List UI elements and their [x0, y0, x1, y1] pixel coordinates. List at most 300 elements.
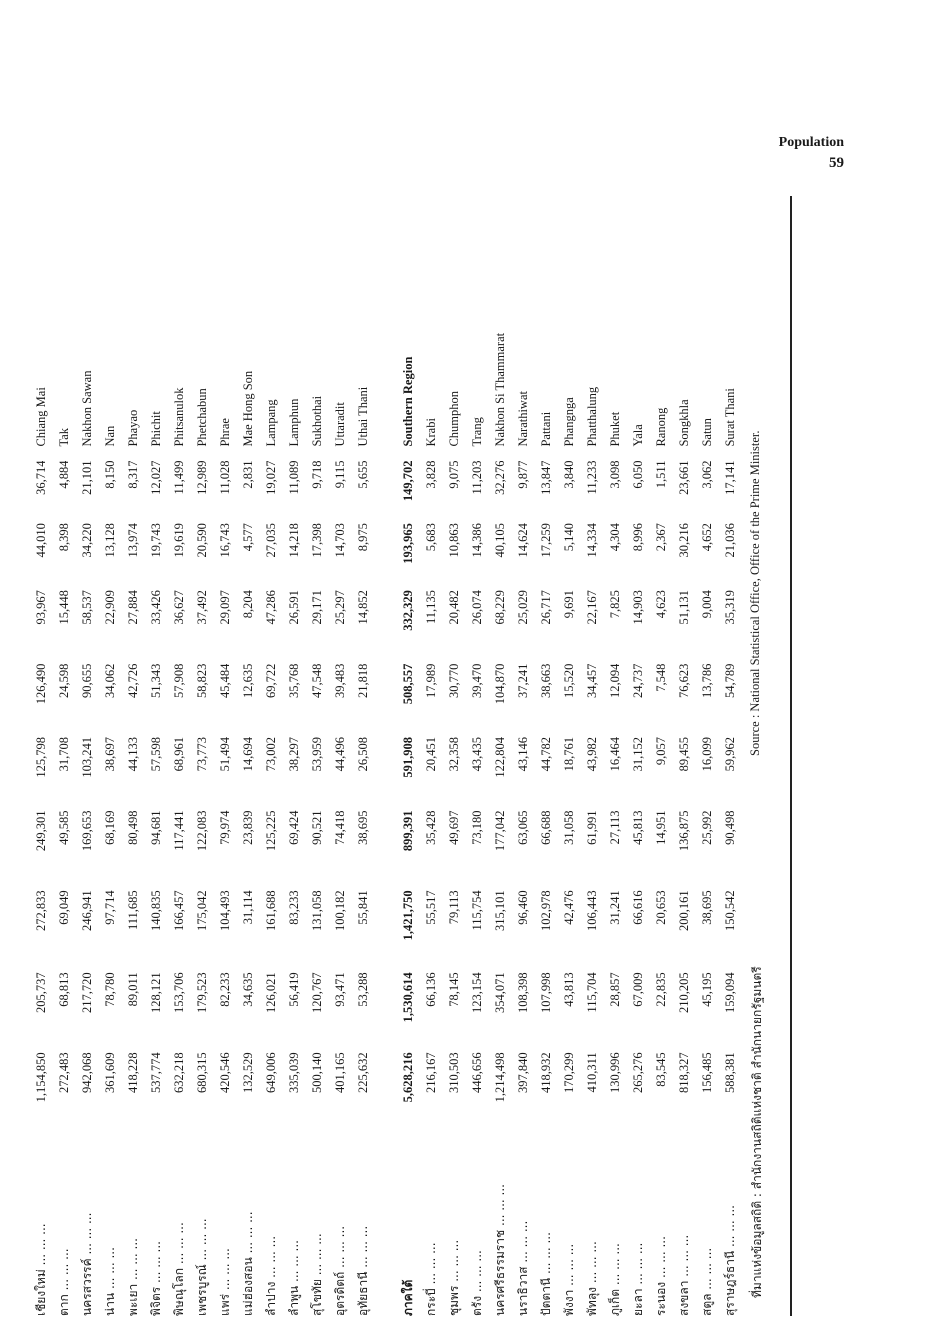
value-cell: 42,476	[562, 890, 576, 925]
province-english-name: Nakhon Si Thammarat	[493, 332, 507, 447]
value-cell: 13,786	[700, 663, 714, 698]
value-cell: 76,623	[677, 663, 691, 698]
value-cell: 34,062	[103, 663, 117, 698]
value-cell: 1,511	[654, 460, 668, 489]
value-cell: 1,214,498	[493, 1052, 507, 1103]
province-thai-name: ภาคใต้	[401, 1279, 415, 1316]
value-cell: 44,496	[333, 737, 347, 772]
value-cell: 508,557	[401, 663, 415, 705]
value-cell: 537,774	[149, 1052, 163, 1093]
province-english-name: Phuket	[608, 411, 622, 447]
value-cell: 27,884	[126, 590, 140, 625]
value-cell: 93,967	[34, 590, 48, 625]
province-row	[466, 238, 489, 1318]
value-cell: 26,074	[470, 590, 484, 625]
value-cell: 210,205	[677, 972, 691, 1014]
value-cell: 39,470	[470, 663, 484, 698]
province-thai-name: พัทลุง ... ... ...	[585, 1241, 599, 1316]
province-row	[650, 238, 673, 1318]
province-thai-name: ลำปาง ... ... ...	[264, 1235, 278, 1316]
value-cell: 29,097	[218, 590, 232, 625]
value-cell: 28,857	[608, 972, 622, 1007]
value-cell: 45,813	[631, 810, 645, 845]
value-cell: 30,770	[447, 663, 461, 698]
value-cell: 14,703	[333, 523, 347, 558]
province-thai-name: ยะลา ... ... ...	[631, 1242, 645, 1316]
value-cell: 11,499	[172, 460, 186, 495]
value-cell: 13,974	[126, 523, 140, 558]
section-title: Population	[778, 135, 844, 150]
value-cell: 179,523	[195, 972, 209, 1014]
value-cell: 37,241	[516, 663, 530, 698]
value-cell: 17,141	[723, 460, 737, 495]
value-cell: 130,996	[608, 1052, 622, 1093]
value-cell: 14,218	[287, 523, 301, 558]
province-row	[489, 238, 512, 1318]
value-cell: 14,624	[516, 523, 530, 558]
value-cell: 8,398	[57, 523, 71, 552]
value-cell: 31,152	[631, 737, 645, 772]
province-english-name: Nakhon Sawan	[80, 370, 94, 447]
province-english-name: Phetchabun	[195, 388, 209, 447]
value-cell: 15,520	[562, 663, 576, 698]
value-cell: 34,635	[241, 972, 255, 1007]
value-cell: 4,652	[700, 523, 714, 552]
value-cell: 19,027	[264, 460, 278, 495]
value-cell: 24,737	[631, 663, 645, 698]
province-thai-name: สงขลา ... ... ...	[677, 1234, 691, 1316]
source-thai: ที่มาแห่งข้อมูลสถิติ : สำนักงานสถิติแห่งชาติ สำนักนายกรัฐมนตรี	[750, 966, 764, 1298]
value-cell: 193,965	[401, 523, 415, 564]
province-row	[99, 238, 122, 1318]
value-cell: 153,706	[172, 972, 186, 1014]
value-cell: 225,632	[356, 1052, 370, 1093]
value-cell: 8,996	[631, 523, 645, 552]
value-cell: 34,220	[80, 523, 94, 558]
value-cell: 418,228	[126, 1052, 140, 1093]
province-row	[512, 238, 535, 1318]
province-thai-name: พังงา ... ... ...	[562, 1243, 576, 1316]
value-cell: 8,975	[356, 523, 370, 552]
value-cell: 397,840	[516, 1052, 530, 1093]
value-cell: 128,121	[149, 972, 163, 1014]
value-cell: 5,683	[424, 523, 438, 552]
value-cell: 38,697	[103, 737, 117, 772]
value-cell: 26,508	[356, 737, 370, 772]
value-cell: 166,457	[172, 890, 186, 931]
value-cell: 44,782	[539, 737, 553, 772]
region-row	[397, 238, 420, 1318]
value-cell: 68,813	[57, 972, 71, 1007]
value-cell: 170,299	[562, 1052, 576, 1093]
value-cell: 149,702	[401, 460, 415, 502]
province-thai-name: พิจิตร ... ... ...	[149, 1241, 163, 1316]
value-cell: 35,768	[287, 663, 301, 698]
value-cell: 53,288	[356, 972, 370, 1007]
value-cell: 43,813	[562, 972, 576, 1007]
province-thai-name: สุราษฎร์ธานี ... ... ...	[723, 1205, 737, 1316]
province-english-name: Surat Thani	[723, 388, 737, 447]
value-cell: 57,908	[172, 663, 186, 698]
value-cell: 51,494	[218, 737, 232, 772]
province-thai-name: ตาก ... ... ...	[57, 1248, 71, 1316]
province-row	[696, 238, 719, 1318]
province-english-name: Lampang	[264, 399, 278, 447]
value-cell: 27,035	[264, 523, 278, 558]
province-english-name: Narathiwat	[516, 391, 530, 447]
value-cell: 55,517	[424, 890, 438, 925]
value-cell: 161,688	[264, 890, 278, 931]
province-english-name: Songkhla	[677, 399, 691, 447]
value-cell: 56,419	[287, 972, 301, 1007]
page-header	[779, 133, 844, 173]
value-cell: 446,656	[470, 1052, 484, 1093]
province-thai-name: ตรัง ... ... ...	[470, 1250, 484, 1316]
value-cell: 200,161	[677, 890, 691, 931]
province-row	[443, 238, 466, 1318]
value-cell: 44,133	[126, 737, 140, 772]
value-cell: 73,002	[264, 737, 278, 772]
value-cell: 80,498	[126, 810, 140, 845]
value-cell: 14,852	[356, 590, 370, 625]
rotated-table-area	[30, 238, 770, 1318]
province-english-name: Phichit	[149, 411, 163, 447]
value-cell: 100,182	[333, 890, 347, 931]
value-cell: 216,167	[424, 1052, 438, 1093]
value-cell: 4,884	[57, 460, 71, 489]
value-cell: 332,329	[401, 590, 415, 631]
value-cell: 125,798	[34, 737, 48, 778]
province-thai-name: สุโขทัย ... ... ...	[310, 1233, 324, 1316]
value-cell: 25,297	[333, 590, 347, 625]
value-cell: 3,840	[562, 460, 576, 489]
province-thai-name: ลำพูน ... ... ...	[287, 1240, 301, 1316]
value-cell: 177,042	[493, 810, 507, 852]
value-cell: 4,577	[241, 523, 255, 552]
value-cell: 21,101	[80, 460, 94, 495]
province-thai-name: แพร่ ... ... ...	[218, 1248, 232, 1316]
value-cell: 82,233	[218, 972, 232, 1007]
value-cell: 12,094	[608, 663, 622, 698]
value-cell: 23,661	[677, 460, 691, 495]
value-cell: 6,050	[631, 460, 645, 489]
value-cell: 2,831	[241, 460, 255, 489]
value-cell: 942,068	[80, 1052, 94, 1093]
value-cell: 37,492	[195, 590, 209, 625]
province-thai-name: ภูเก็ต ... ... ...	[608, 1243, 622, 1316]
value-cell: 108,398	[516, 972, 530, 1014]
province-row	[76, 238, 99, 1318]
province-english-name: Phrae	[218, 418, 232, 447]
province-thai-name: ชุมพร ... ... ...	[447, 1239, 461, 1316]
province-row	[420, 238, 443, 1318]
value-cell: 140,835	[149, 890, 163, 931]
province-english-name: Nan	[103, 425, 117, 447]
value-cell: 63,065	[516, 810, 530, 845]
page-number: 59	[829, 155, 844, 171]
value-cell: 136,875	[677, 810, 691, 852]
province-row	[168, 238, 191, 1318]
value-cell: 14,951	[654, 810, 668, 845]
province-row	[604, 238, 627, 1318]
province-row	[719, 238, 742, 1318]
value-cell: 73,773	[195, 737, 209, 772]
value-cell: 107,998	[539, 972, 553, 1014]
value-cell: 102,978	[539, 890, 553, 931]
province-thai-name: พิษณุโลก ... ... ...	[172, 1222, 186, 1316]
province-thai-name: ปัตตานี ... ... ...	[539, 1232, 553, 1316]
value-cell: 14,903	[631, 590, 645, 625]
value-cell: 8,317	[126, 460, 140, 489]
province-row	[214, 238, 237, 1318]
value-cell: 43,146	[516, 737, 530, 772]
province-english-name: Trang	[470, 417, 484, 447]
value-cell: 31,058	[562, 810, 576, 845]
value-cell: 22,909	[103, 590, 117, 625]
province-english-name: Phitsanulok	[172, 387, 186, 447]
value-cell: 1,530,614	[401, 972, 415, 1023]
value-cell: 66,616	[631, 890, 645, 925]
value-cell: 22,835	[654, 972, 668, 1007]
value-cell: 10,863	[447, 523, 461, 558]
value-cell: 418,932	[539, 1052, 553, 1093]
value-cell: 69,049	[57, 890, 71, 925]
province-thai-name: น่าน ... ... ...	[103, 1247, 117, 1316]
province-row	[122, 238, 145, 1318]
value-cell: 67,009	[631, 972, 645, 1007]
value-cell: 12,027	[149, 460, 163, 495]
province-row	[558, 238, 581, 1318]
value-cell: 35,319	[723, 590, 737, 625]
province-thai-name: อุทัยธานี ... ... ...	[356, 1225, 370, 1316]
value-cell: 49,585	[57, 810, 71, 845]
value-cell: 20,482	[447, 590, 461, 625]
value-cell: 31,241	[608, 890, 622, 925]
value-cell: 117,441	[172, 810, 186, 851]
value-cell: 32,276	[493, 460, 507, 495]
value-cell: 120,767	[310, 972, 324, 1014]
value-cell: 9,004	[700, 590, 714, 619]
value-cell: 122,083	[195, 810, 209, 852]
value-cell: 79,113	[447, 890, 461, 925]
value-cell: 38,695	[356, 810, 370, 845]
value-cell: 3,098	[608, 460, 622, 489]
value-cell: 9,718	[310, 460, 324, 489]
value-cell: 38,297	[287, 737, 301, 772]
value-cell: 111,685	[126, 890, 140, 931]
value-cell: 16,464	[608, 737, 622, 772]
value-cell: 103,241	[80, 737, 94, 778]
province-row	[581, 238, 604, 1318]
province-english-name: Chiang Mai	[34, 387, 48, 447]
province-english-name: Southern Region	[401, 356, 415, 447]
province-row	[306, 238, 329, 1318]
value-cell: 3,828	[424, 460, 438, 489]
value-cell: 246,941	[80, 890, 94, 931]
value-cell: 73,180	[470, 810, 484, 845]
value-cell: 649,006	[264, 1052, 278, 1093]
value-cell: 96,460	[516, 890, 530, 925]
value-cell: 43,982	[585, 737, 599, 772]
province-english-name: Lamphun	[287, 398, 301, 447]
value-cell: 93,471	[333, 972, 347, 1007]
value-cell: 17,259	[539, 523, 553, 558]
value-cell: 8,150	[103, 460, 117, 489]
value-cell: 78,780	[103, 972, 117, 1007]
value-cell: 27,113	[608, 810, 622, 845]
value-cell: 40,105	[493, 523, 507, 558]
province-thai-name: พะเยา ... ... ...	[126, 1238, 140, 1316]
value-cell: 11,089	[287, 460, 301, 495]
value-cell: 175,042	[195, 890, 209, 931]
province-english-name: Yala	[631, 424, 645, 447]
value-cell: 1,154,850	[34, 1052, 48, 1103]
province-english-name: Chumphon	[447, 390, 461, 447]
value-cell: 169,653	[80, 810, 94, 852]
province-english-name: Uttaradit	[333, 402, 347, 447]
value-cell: 68,961	[172, 737, 186, 772]
value-cell: 591,908	[401, 737, 415, 778]
value-cell: 94,681	[149, 810, 163, 845]
province-row	[627, 238, 650, 1318]
value-cell: 9,115	[333, 460, 347, 489]
value-cell: 38,695	[700, 890, 714, 925]
value-cell: 43,435	[470, 737, 484, 772]
province-row	[237, 238, 260, 1318]
value-cell: 310,503	[447, 1052, 461, 1093]
value-cell: 5,140	[562, 523, 576, 552]
value-cell: 401,165	[333, 1052, 347, 1093]
value-cell: 4,623	[654, 590, 668, 619]
value-cell: 42,726	[126, 663, 140, 698]
value-cell: 265,276	[631, 1052, 645, 1093]
value-cell: 58,537	[80, 590, 94, 625]
value-cell: 8,204	[241, 590, 255, 619]
value-cell: 361,609	[103, 1052, 117, 1093]
spacer-row	[375, 238, 397, 1318]
value-cell: 68,229	[493, 590, 507, 625]
province-english-name: Ranong	[654, 407, 668, 447]
value-cell: 25,029	[516, 590, 530, 625]
value-cell: 26,717	[539, 590, 553, 625]
value-cell: 5,628,216	[401, 1052, 415, 1103]
value-cell: 14,386	[470, 523, 484, 558]
value-cell: 4,304	[608, 523, 622, 552]
value-cell: 74,418	[333, 810, 347, 845]
value-cell: 59,962	[723, 737, 737, 772]
value-cell: 123,154	[470, 972, 484, 1014]
value-cell: 13,847	[539, 460, 553, 495]
value-cell: 45,484	[218, 663, 232, 698]
value-cell: 1,421,750	[401, 890, 415, 941]
province-row	[535, 238, 558, 1318]
value-cell: 25,992	[700, 810, 714, 845]
province-thai-name: นครศรีธรรมราช ... ... ...	[493, 1184, 507, 1316]
value-cell: 272,833	[34, 890, 48, 931]
value-cell: 16,099	[700, 737, 714, 772]
value-cell: 22,167	[585, 590, 599, 625]
value-cell: 354,071	[493, 972, 507, 1014]
province-thai-name: กระบี่ ... ... ...	[424, 1242, 438, 1316]
province-row	[260, 238, 283, 1318]
value-cell: 12,635	[241, 663, 255, 698]
value-cell: 57,598	[149, 737, 163, 772]
value-cell: 315,101	[493, 890, 507, 931]
value-cell: 83,233	[287, 890, 301, 925]
value-cell: 36,627	[172, 590, 186, 625]
value-cell: 272,483	[57, 1052, 71, 1093]
province-thai-name: ระนอง ... ... ...	[654, 1236, 668, 1316]
value-cell: 122,804	[493, 737, 507, 778]
value-cell: 2,367	[654, 523, 668, 552]
province-thai-name: เชียงใหม่ ... ... ...	[34, 1223, 48, 1316]
value-cell: 7,825	[608, 590, 622, 619]
value-cell: 11,233	[585, 460, 599, 495]
province-row	[30, 238, 53, 1318]
province-english-name: Uthai Thani	[356, 386, 370, 447]
value-cell: 106,443	[585, 890, 599, 931]
value-cell: 90,498	[723, 810, 737, 845]
value-cell: 51,131	[677, 590, 691, 625]
value-cell: 131,058	[310, 890, 324, 931]
value-cell: 55,841	[356, 890, 370, 925]
source-footer	[748, 238, 768, 1318]
province-thai-name: นราธิวาส ... ... ...	[516, 1220, 530, 1316]
value-cell: 16,743	[218, 523, 232, 558]
value-cell: 49,697	[447, 810, 461, 845]
province-row	[283, 238, 306, 1318]
value-cell: 9,057	[654, 737, 668, 766]
value-cell: 159,094	[723, 972, 737, 1014]
value-cell: 47,286	[264, 590, 278, 625]
value-cell: 125,225	[264, 810, 278, 852]
province-thai-name: เพชรบูรณ์ ... ... ...	[195, 1218, 209, 1316]
value-cell: 89,011	[126, 972, 140, 1007]
value-cell: 5,655	[356, 460, 370, 489]
value-cell: 21,818	[356, 663, 370, 698]
value-cell: 9,877	[516, 460, 530, 489]
province-row	[53, 238, 76, 1318]
value-cell: 54,789	[723, 663, 737, 698]
value-cell: 420,546	[218, 1052, 232, 1093]
header-rule	[790, 196, 792, 1316]
province-english-name: Krabi	[424, 418, 438, 447]
value-cell: 66,136	[424, 972, 438, 1007]
province-english-name: Mae Hong Son	[241, 370, 255, 447]
value-cell: 90,521	[310, 810, 324, 845]
province-row	[329, 238, 352, 1318]
value-cell: 14,334	[585, 523, 599, 558]
value-cell: 20,590	[195, 523, 209, 558]
value-cell: 115,704	[585, 972, 599, 1013]
value-cell: 18,761	[562, 737, 576, 772]
value-cell: 632,218	[172, 1052, 186, 1093]
value-cell: 47,548	[310, 663, 324, 698]
value-cell: 31,708	[57, 737, 71, 772]
value-cell: 588,381	[723, 1052, 737, 1093]
population-table	[30, 238, 742, 1318]
value-cell: 53,959	[310, 737, 324, 772]
province-thai-name: อุตรดิตถ์ ... ... ...	[333, 1225, 347, 1316]
province-english-name: Phangnga	[562, 397, 576, 447]
value-cell: 9,691	[562, 590, 576, 619]
value-cell: 66,688	[539, 810, 553, 845]
value-cell: 51,343	[149, 663, 163, 698]
value-cell: 14,694	[241, 737, 255, 772]
value-cell: 34,457	[585, 663, 599, 698]
value-cell: 45,195	[700, 972, 714, 1007]
value-cell: 150,542	[723, 890, 737, 931]
